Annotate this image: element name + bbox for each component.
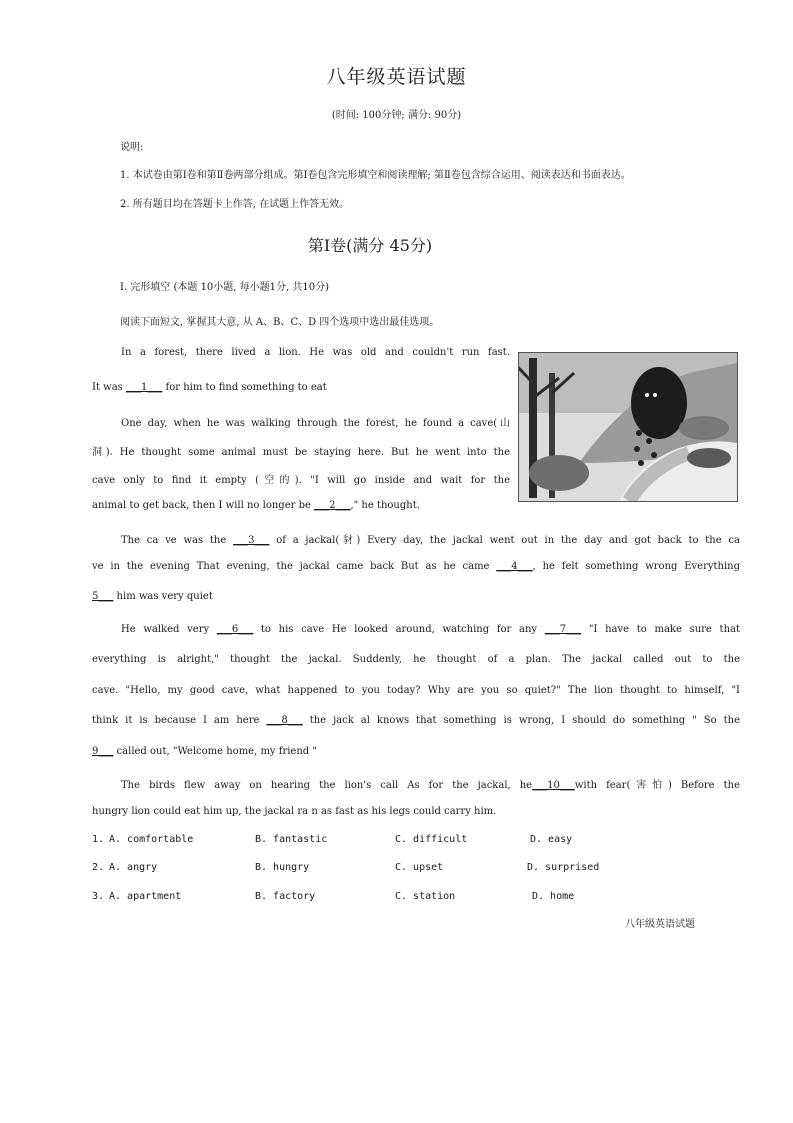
passage-text: for him to find something to eat — [162, 382, 327, 393]
passage-text: animal to get back, then I will no longer be — [92, 500, 315, 511]
blank-5: 5___ — [92, 591, 114, 602]
story-illustration — [518, 352, 738, 502]
option-d: D. easy — [530, 834, 573, 845]
passage-text: hungry lion could eat him up, the jackal ra n as fast as his legs could carry him. — [92, 806, 497, 817]
option-d: D. surprised — [527, 862, 600, 873]
passage-text: It was — [92, 382, 126, 393]
passage-line — [121, 624, 740, 635]
passage-text: The ca ve was the — [121, 535, 234, 546]
blank-2: ___2___ — [314, 500, 351, 511]
blank-10: ___10___ — [532, 780, 575, 791]
passage-text: In a forest, there lived a lion. He was old and couldn't run fast. — [121, 347, 510, 358]
passage-text: called out, "Welcome home, my friend " — [113, 746, 317, 757]
notes-heading: 说明: — [120, 142, 144, 153]
blank-1: ___1___ — [125, 382, 163, 393]
passage-text: ve in the evening That evening, the jackal came back But as he came — [92, 561, 497, 572]
option-a: A. apartment — [109, 891, 182, 902]
passage-line — [92, 500, 420, 511]
blank-9: 9___ — [92, 746, 114, 757]
blank-8: ___8___ — [266, 715, 303, 726]
part-instruction: 阅读下面短文, 掌握其大意, 从 A、B、C、D 四个选项中选出最佳选项。 — [120, 317, 440, 328]
passage-text: He walked very — [121, 624, 217, 635]
passage-text: think it is because I am here — [92, 715, 267, 726]
passage-line — [92, 715, 740, 726]
passage-line — [92, 654, 740, 665]
passage-text: to his cave He looked around, watching for any — [253, 624, 545, 635]
passage-text: 洞). He thought some animal must be staying here. But he went into the — [92, 447, 510, 458]
option-a: A. angry — [109, 862, 158, 873]
passage-text: , he felt something wrong Everything — [532, 561, 740, 572]
blank-4: ___4___ — [496, 561, 533, 572]
passage-text: of a jackal(豺) Every day, the jackal went out in the day and got back to the ca — [269, 535, 740, 546]
section-title: 第Ⅰ卷(满分 45分) — [307, 236, 433, 255]
notes-item-2: 2. 所有题目均在答题卡上作答, 在试题上作答无效。 — [120, 199, 350, 210]
blank-6: ___6___ — [216, 624, 254, 635]
page-title: 八年级英语试题 — [326, 66, 467, 88]
passage-line — [121, 414, 510, 429]
passage-text: the jack al knows that something is wrong, I should do something " So the — [302, 715, 740, 726]
passage-text: The birds flew away on hearing the lion's call As for the jackal, he — [121, 780, 533, 791]
option-b: B. factory — [255, 891, 316, 902]
part-heading: Ⅰ. 完形填空 (本题 10小题, 每小题1分, 共10分) — [120, 282, 329, 293]
passage-text: ," he thought. — [350, 500, 420, 511]
question-number: 2. — [92, 862, 105, 873]
passage-line — [121, 347, 510, 358]
question-number: 1. — [92, 834, 105, 845]
passage-line — [92, 685, 740, 696]
option-b: B. fantastic — [255, 834, 328, 845]
blank-3: ___3___ — [233, 535, 270, 546]
page-footer: 八年级英语试题 — [625, 919, 695, 930]
passage-line — [92, 471, 510, 486]
passage-line — [121, 531, 740, 546]
passage-line — [92, 591, 213, 602]
option-a: A. comfortable — [109, 834, 194, 845]
passage-text: him was very quiet — [113, 591, 213, 602]
passage-text: with fear(害怕) Before the — [574, 780, 741, 791]
option-c: C. difficult — [395, 834, 468, 845]
exam-info: (时间: 100分钟; 满分: 90分) — [331, 110, 462, 121]
passage-line — [92, 443, 510, 458]
notes-item-1: 1. 本试卷由第Ⅰ卷和第Ⅱ卷两部分组成。第Ⅰ卷包含完形填空和阅读理解; 第Ⅱ卷包含综合运用、阅读表达和书面表达。 — [120, 170, 631, 181]
passage-line — [92, 806, 496, 817]
question-number: 3. — [92, 891, 105, 902]
blank-7: ___7___ — [544, 624, 582, 635]
passage-text: everything is alright," thought the jackal. Suddenly, he thought of a plan. The jackal called out to the — [92, 654, 740, 665]
passage-text: cave only to find it empty (空的). "I will go inside and wait for the — [92, 475, 510, 486]
passage-line — [92, 561, 740, 572]
option-d: D. home — [532, 891, 575, 902]
passage-line — [92, 382, 327, 393]
passage-line — [92, 746, 317, 757]
option-b: B. hungry — [255, 862, 310, 873]
option-c: C. station — [395, 891, 456, 902]
option-c: C. upset — [395, 862, 444, 873]
passage-text: "I have to make sure that — [581, 624, 740, 635]
passage-text: cave. "Hello, my good cave, what happened to you today? Why are you so quiet?" The lion thought to himself, "I — [92, 685, 740, 696]
passage-text: One day, when he was walking through the forest, he found a cave(山 — [121, 418, 510, 429]
passage-line — [121, 776, 740, 791]
